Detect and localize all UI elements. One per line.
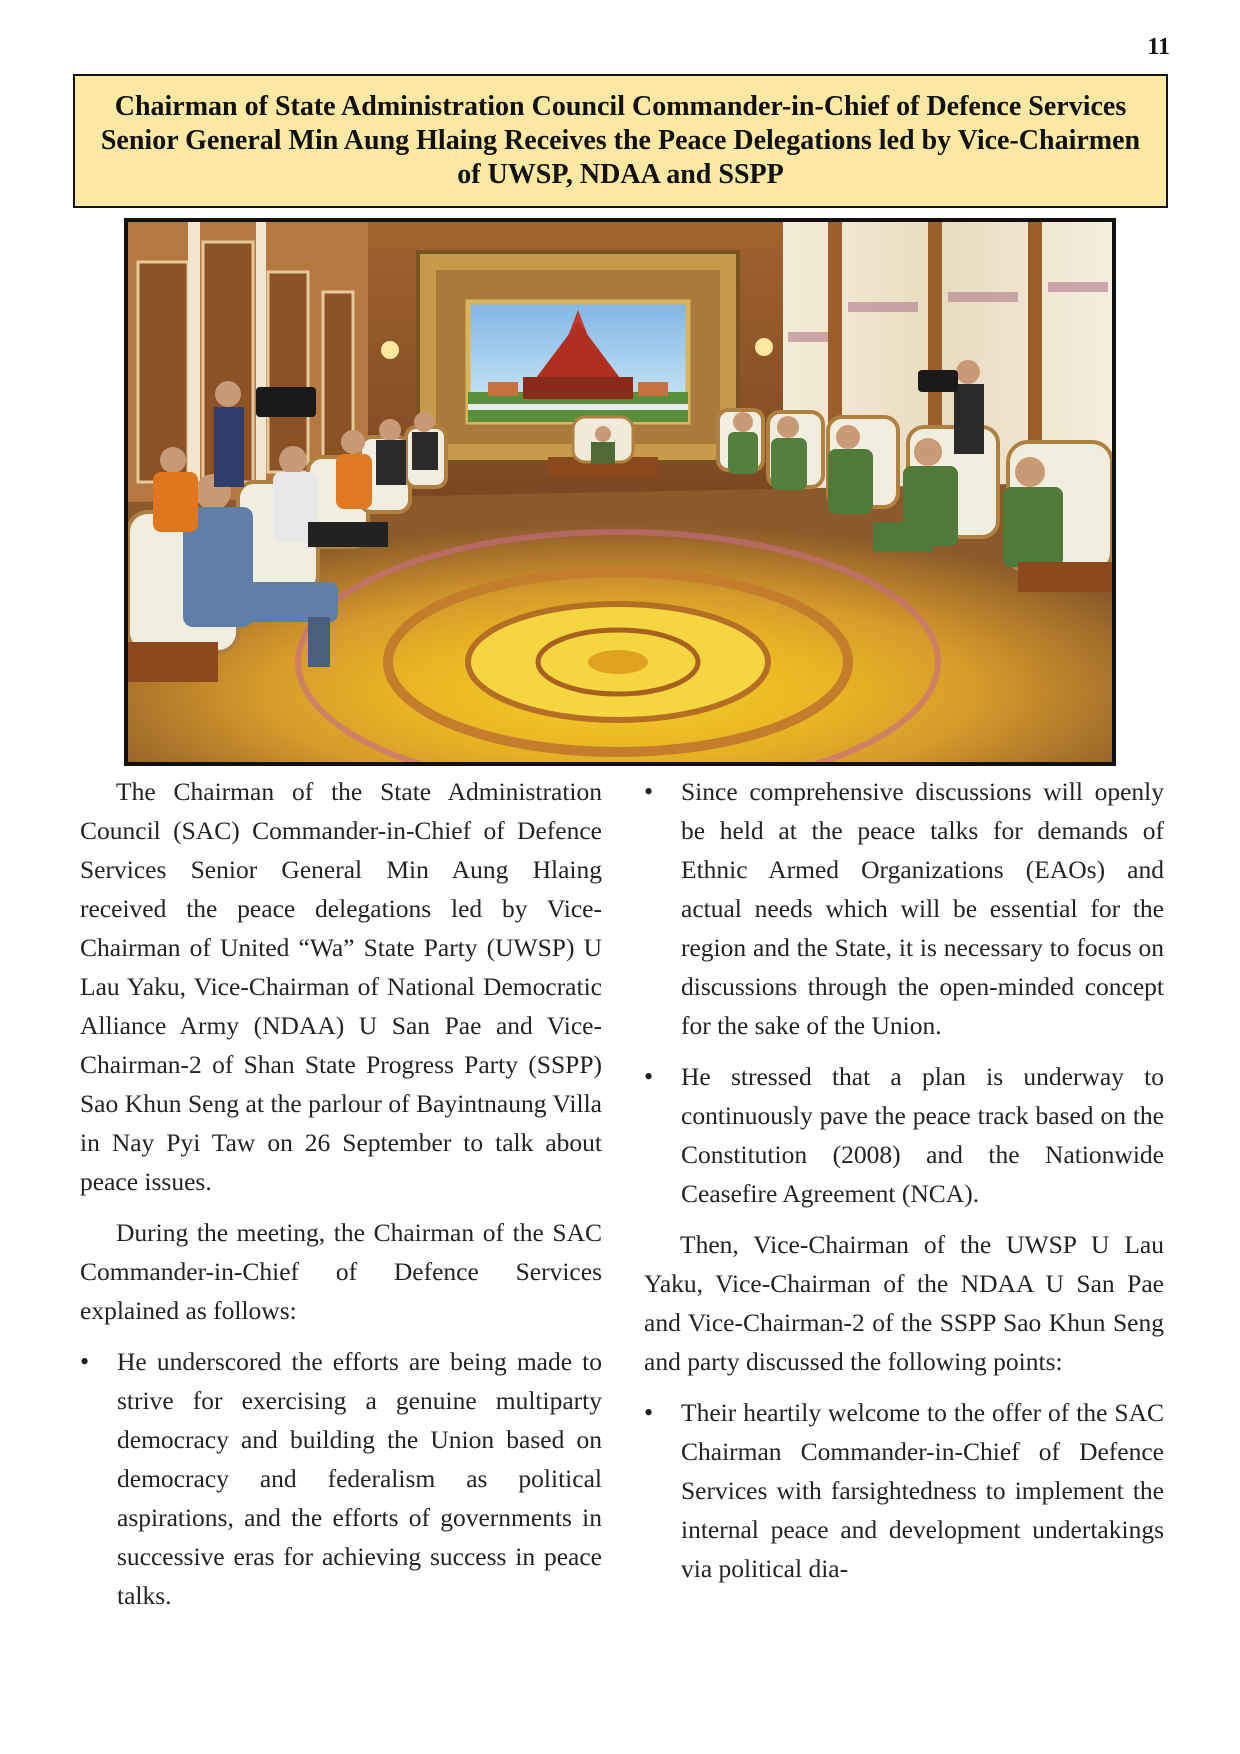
- intro-paragraph: The Chairman of the State Administration Council (SAC) Commander-in-Chief of Defence Services Senior General Min Aung Hlaing received the peace delegations led by Vice-Chairman of United “Wa” State Party (UWSP) U Lau Yaku, Vice-Chairman of National Democratic Alliance Army (NDAA) U San Pae and Vice-Chairman-2 of Shan State Progress Party (SSPP) Sao Khun Seng at the parlour of Bayintnaung Villa in Nay Pyi Taw on 26 September to talk about peace issues.: [80, 777, 602, 1196]
- meeting-photo: [124, 218, 1116, 766]
- meeting-paragraph: During the meeting, the Chairman of the SAC Commander-in-Chief of Defence Services explained as follows:: [80, 1218, 602, 1325]
- bullet-item: • He underscored the efforts are being made to strive for exercising a genuine multiparty democracy and building the Union based on democracy and federalism as political aspirations, and the efforts of governments in successive eras for achieving success in peace talks.: [80, 1342, 602, 1615]
- right-bullet-list-1: [644, 772, 1164, 1213]
- article-title-box: [73, 74, 1168, 208]
- bullet-item: • He stressed that a plan is underway to continuously pave the peace track based on the Constitution (2008) and the Nationwide Ceasefire Agreement (NCA).: [644, 1057, 1164, 1213]
- bullet-item: • Since comprehensive discussions will openly be held at the peace talks for demands of Ethnic Armed Organizations (EAOs) and actual needs which will be essential for the region and the State, it is necessary to focus on discussions through the open-minded concept for the sake of the Union.: [644, 772, 1164, 1045]
- discussion-paragraph: Then, Vice-Chairman of the UWSP U Lau Yaku, Vice-Chairman of the NDAA U San Pae and Vice-Chairman-2 of the SSPP Sao Khun Seng and party discussed the following points:: [644, 1230, 1164, 1376]
- right-column: [644, 772, 1164, 1600]
- right-bullet-list-2: [644, 1393, 1164, 1588]
- article-title: Chairman of State Administration Council Commander-in-Chief of Defence Services Senior General Min Aung Hlaing Receives the Peace Delegations led by Vice-Chairmen of UWSP, NDAA and SSPP: [100, 91, 1141, 190]
- page-number: 11: [1147, 34, 1170, 60]
- meeting-photo-illustration: [128, 222, 1112, 762]
- bullet-item: • Their heartily welcome to the offer of the SAC Chairman Commander-in-Chief of Defence Services with farsightedness to implement the internal peace and development undertakings via political dia-: [644, 1393, 1164, 1588]
- left-bullet-list: [80, 1342, 602, 1615]
- left-column: [80, 772, 602, 1627]
